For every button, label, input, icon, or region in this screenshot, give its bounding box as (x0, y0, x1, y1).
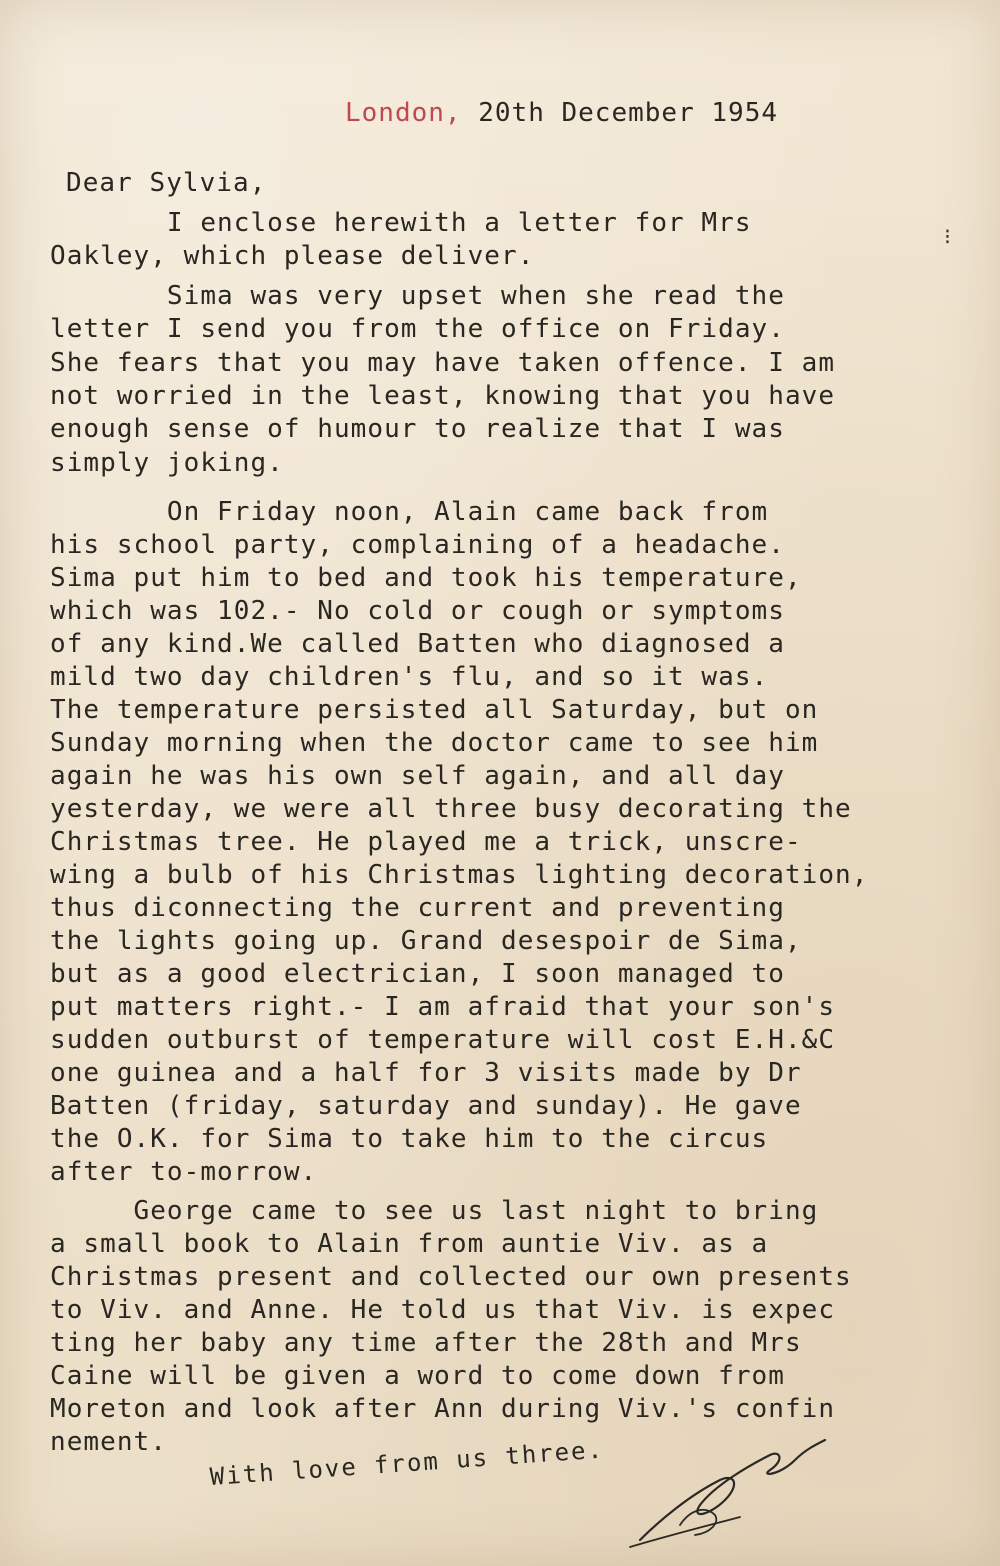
body-line: put matters right.- I am afraid that your son's (50, 992, 836, 1022)
closing-line: With love from us three. (209, 1435, 605, 1491)
place-name: London, (345, 98, 462, 128)
body-line: to Viv. and Anne. He told us that Viv. is expec (50, 1295, 836, 1325)
body-line: She fears that you may have taken offence. I am (50, 348, 836, 378)
body-line: George came to see us last night to bring (50, 1196, 819, 1226)
body-line: one guinea and a half for 3 visits made by Dr (50, 1058, 802, 1088)
body-line: yesterday, we were all three busy decorating the (50, 794, 852, 824)
letter-date: 20th December 1954 (478, 98, 778, 128)
body-line: enough sense of humour to realize that I was (50, 414, 785, 444)
salutation: Dear Sylvia, (66, 168, 267, 198)
body-line: his school party, complaining of a headache. (50, 530, 785, 560)
body-line: The temperature persisted all Saturday, but on (50, 695, 819, 725)
body-line: a small book to Alain from auntie Viv. as a (50, 1229, 769, 1259)
body-line: wing a bulb of his Christmas lighting decoration, (50, 860, 869, 890)
body-line: not worried in the least, knowing that you have (50, 381, 836, 411)
body-line: again he was his own self again, and all day (50, 761, 785, 791)
body-line: Sunday morning when the doctor came to see him (50, 728, 819, 758)
body-line: the O.K. for Sima to take him to the circus (50, 1124, 769, 1154)
body-line: sudden outburst of temperature will cost E.H.&C (50, 1025, 836, 1055)
body-line: On Friday noon, Alain came back from (50, 497, 769, 527)
body-line: the lights going up. Grand desespoir de Sima, (50, 926, 802, 956)
body-line: after to-morrow. (50, 1157, 318, 1187)
body-line: Sima put him to bed and took his temperature, (50, 563, 802, 593)
body-line: but as a good electrician, I soon managed to (50, 959, 785, 989)
body-line: Batten (friday, saturday and sunday). He gave (50, 1091, 802, 1121)
body-line: letter I send you from the office on Friday. (50, 314, 785, 344)
body-line: simply joking. (50, 448, 284, 478)
body-line: nement. (50, 1427, 167, 1457)
body-line: Oakley, which please deliver. (50, 241, 535, 271)
dateline (345, 98, 778, 128)
body-line: Caine will be given a word to come down from (50, 1361, 785, 1391)
body-line: thus diconnecting the current and preventing (50, 893, 785, 923)
body-line: Sima was very upset when she read the (50, 281, 785, 311)
body-line: Christmas tree. He played me a trick, unscre- (50, 827, 802, 857)
body-line: ting her baby any time after the 28th and Mrs (50, 1328, 802, 1358)
body-line: I enclose herewith a letter for Mrs (50, 208, 752, 238)
body-line: of any kind.We called Batten who diagnosed a (50, 629, 785, 659)
body-line: mild two day children's flu, and so it was. (50, 662, 769, 692)
body-line: which was 102.- No cold or cough or symptoms (50, 596, 785, 626)
margin-mark: ⁝ (944, 225, 951, 250)
handwritten-signature (620, 1425, 850, 1555)
body-line: Moreton and look after Ann during Viv.'s confin (50, 1394, 836, 1424)
body-line: Christmas present and collected our own presents (50, 1262, 852, 1292)
